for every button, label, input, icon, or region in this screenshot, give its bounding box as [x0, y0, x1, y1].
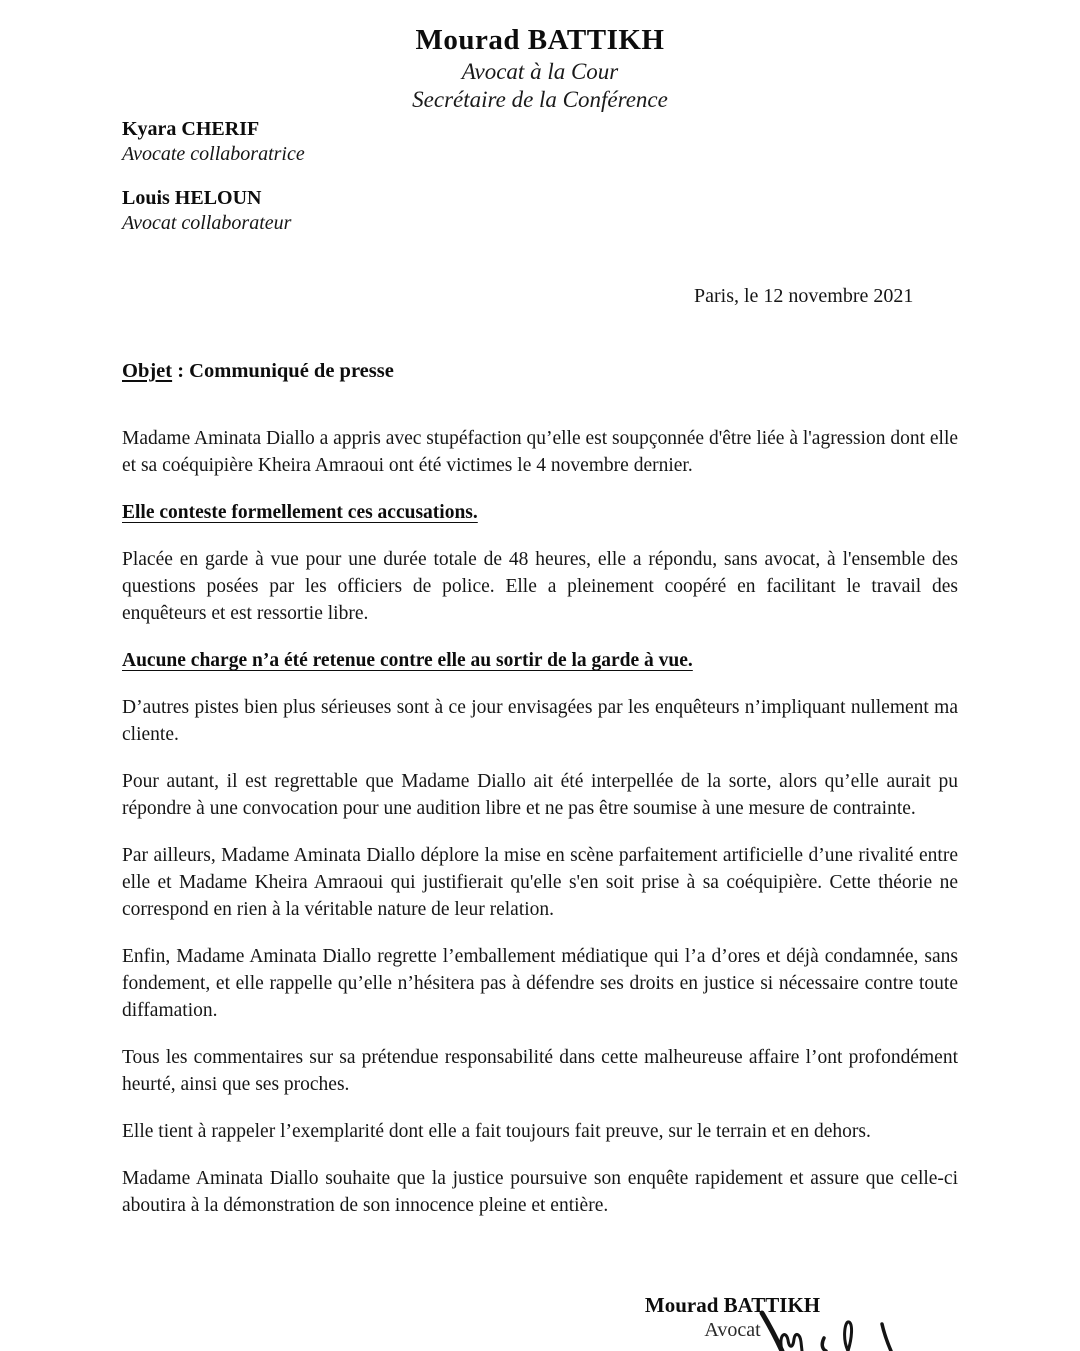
heading-aucune-charge: Aucune charge n’a été retenue contre elle au sortir de la garde à vue.	[122, 650, 693, 671]
collaborator-1-role: Avocate collaboratrice	[122, 143, 305, 165]
collaborator-2-name: Louis HELOUN	[122, 187, 262, 209]
collaborator-1-name: Kyara CHERIF	[122, 118, 260, 140]
handwritten-signature-icon	[748, 1308, 908, 1351]
subject-label: Objet	[122, 360, 173, 382]
subject-value: : Communiqué de presse	[172, 360, 394, 382]
paragraph-garde-a-vue: Placée en garde à vue pour une durée totale de 48 heures, elle a répondu, sans avocat, à l'ensemble des questions posées par les officiers de police. Elle a pleinement coopéré en facilitant le travail des enquêteurs et est ressortie libre.	[122, 549, 958, 624]
paragraph-enfin: Enfin, Madame Aminata Diallo regrette l’emballement médiatique qui l’a d’ores et déjà condamnée, sans fondement, et elle rappelle qu’elle n’hésitera pas à défendre ses droits en justice si nécessaire contre toute diffamation.	[122, 946, 958, 1021]
letter-body	[122, 358, 958, 1239]
signature-role: Avocat	[704, 1319, 761, 1341]
paragraph-stupefaction: Madame Aminata Diallo a appris avec stupéfaction qu’elle est soupçonnée d'être liée à l'agression dont elle et sa coéquipière Kheira Amraoui ont été victimes le 4 novembre dernier.	[122, 428, 959, 476]
letterhead-title-line-2: Secrétaire de la Conférence	[412, 87, 668, 112]
paragraph-commentaires: Tous les commentaires sur sa prétendue responsabilité dans cette malheureuse affaire l’ont profondément heurté, ainsi que ses proches.	[122, 1047, 958, 1095]
heading-conteste: Elle conteste formellement ces accusations.	[122, 502, 478, 523]
collaborator-2	[122, 186, 291, 236]
subject-line	[122, 358, 958, 385]
paragraph-par-ailleurs: Par ailleurs, Madame Aminata Diallo déplore la mise en scène parfaitement artificielle d’une rivalité entre elle et Madame Kheira Amraoui qui justifierait qu'elle s'en soit prise à sa coéquipière. Cette théorie ne correspond en rien à la véritable nature de leur relation.	[122, 845, 958, 920]
paragraph-pour-autant: Pour autant, il est regrettable que Madame Diallo ait été interpellée de la sorte, alors qu’elle aurait pu répondre à une convocation pour une audition libre et ne pas être soumise à une mesure de contrainte.	[122, 771, 958, 819]
collaborator-1	[122, 117, 305, 167]
letterhead-title-line-1: Avocat à la Cour	[461, 59, 619, 84]
letterhead-center	[0, 22, 1080, 114]
collaborator-2-role: Avocat collaborateur	[122, 212, 292, 234]
dateline: Paris, le 12 novembre 2021	[694, 285, 914, 307]
signature-name: Mourad BATTIKH	[644, 1293, 821, 1317]
paragraph-autres-pistes: D’autres pistes bien plus sérieuses sont à ce jour envisagées par les enquêteurs n’impliquant nullement ma cliente.	[122, 697, 958, 745]
letterhead-name: Mourad BATTIKH	[415, 24, 665, 56]
paragraph-justice: Madame Aminata Diallo souhaite que la justice poursuive son enquête rapidement et assure que celle-ci aboutira à la démonstration de son innocence pleine et entière.	[122, 1168, 958, 1216]
paragraph-exemplarite: Elle tient à rappeler l’exemplarité dont elle a fait toujours fait preuve, sur le terrain et en dehors.	[122, 1121, 871, 1142]
